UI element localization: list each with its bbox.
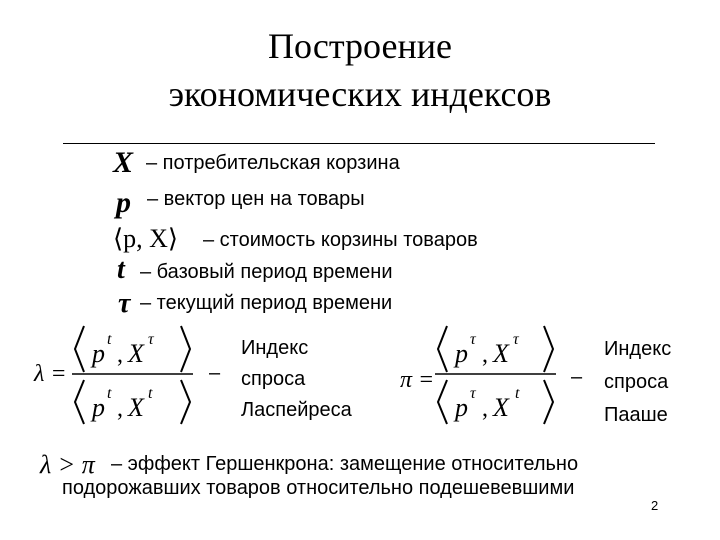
svg-text:p: p: [92, 339, 105, 368]
laspeyres-lhs: λ =: [34, 361, 67, 387]
definition-price-vector: – вектор цен на товары: [147, 188, 365, 210]
definition-basket: – потребительская корзина: [146, 152, 400, 174]
laspeyres-label-line-1: Индекс: [241, 337, 309, 359]
laspeyres-fraction: [70, 318, 195, 430]
symbol-price-vector: p: [116, 186, 131, 219]
effect-text-line-2: подорожавших товаров относительно подешевевшими: [62, 477, 575, 499]
symbol-base-period: t: [117, 254, 125, 285]
effect-text-line-1: – эффект Гершенкрона: замещение относительно: [111, 453, 579, 475]
paasche-lhs: π =: [400, 367, 435, 393]
page-number: 2: [651, 498, 659, 513]
slide-title-line-2: экономических индексов: [168, 74, 552, 114]
paasche-label: [604, 333, 671, 432]
slide-title-line-1: Построение: [268, 26, 452, 66]
definition-current-period: – текущий период времени: [140, 292, 393, 314]
svg-text:,: ,: [482, 342, 488, 368]
svg-text:X: X: [128, 393, 144, 422]
svg-text:τ: τ: [513, 331, 519, 348]
svg-text:X: X: [493, 393, 509, 422]
svg-text:p: p: [455, 393, 468, 422]
svg-text:,: ,: [117, 342, 123, 368]
svg-text:τ: τ: [470, 385, 476, 402]
svg-text:t: t: [515, 385, 520, 402]
svg-text:X: X: [128, 339, 144, 368]
paasche-label-line-1: Индекс: [604, 338, 672, 360]
definition-basket-cost: – стоимость корзины товаров: [203, 229, 478, 251]
laspeyres-label-line-3: Ласпейреса: [241, 399, 352, 421]
laspeyres-dash: –: [209, 362, 221, 384]
laspeyres-label-line-2: спроса: [241, 368, 306, 390]
paasche-dash: –: [571, 366, 583, 388]
title-divider: [63, 143, 655, 144]
svg-text:,: ,: [482, 396, 488, 422]
laspeyres-label: [241, 333, 352, 426]
symbol-basket-x: X: [113, 146, 134, 179]
svg-text:τ: τ: [148, 331, 154, 348]
symbol-basket-cost: ⟨p, X⟩: [113, 224, 179, 253]
definition-base-period: – базовый период времени: [140, 261, 393, 283]
paasche-fraction: [433, 318, 558, 430]
paasche-label-line-3: Пааше: [604, 404, 668, 426]
svg-text:p: p: [455, 339, 468, 368]
svg-text:p: p: [92, 393, 105, 422]
svg-text:t: t: [107, 331, 112, 348]
svg-text:,: ,: [117, 396, 123, 422]
effect-relation: λ > π: [40, 450, 95, 479]
svg-text:X: X: [493, 339, 509, 368]
paasche-label-line-2: спроса: [604, 371, 669, 393]
svg-text:t: t: [107, 385, 112, 402]
symbol-current-period: τ: [118, 288, 131, 319]
svg-text:t: t: [148, 385, 153, 402]
svg-text:τ: τ: [470, 331, 476, 348]
